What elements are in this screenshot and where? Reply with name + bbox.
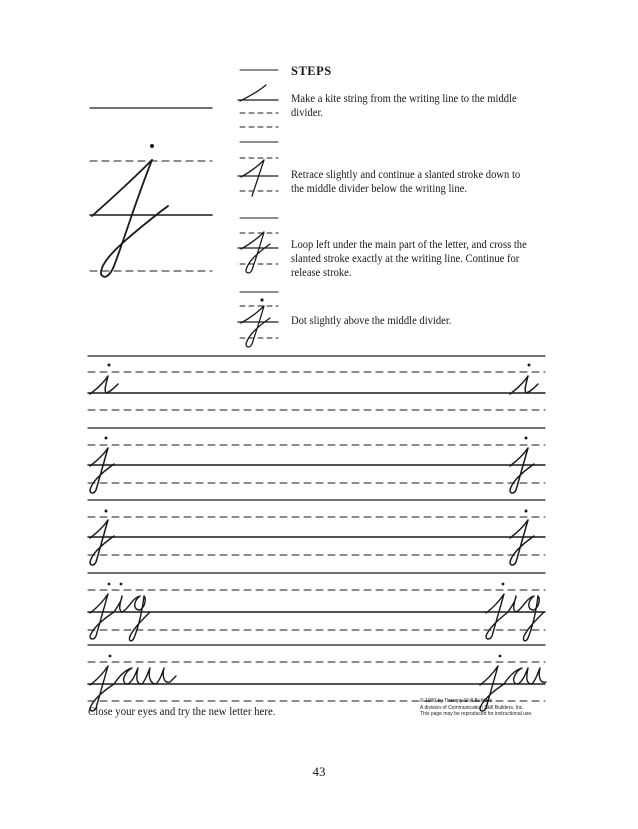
page-number: 43 xyxy=(312,764,326,779)
model-letter-guides xyxy=(90,108,212,271)
practice-row-3 xyxy=(88,500,545,565)
practice-row-4 xyxy=(88,573,545,641)
step-2-text: Retrace slightly and continue a slanted stroke down to the middle divider below the writing line. xyxy=(291,169,521,195)
step-1-text: Make a kite string from the writing line to the middle divider. xyxy=(291,93,517,119)
copyright-line: This page may be reproduced for instructional use. xyxy=(420,711,533,717)
step-4-text: Dot slightly above the middle divider. xyxy=(291,315,452,327)
copyright-line: © 1990 by Therapy Skill Builders xyxy=(420,698,493,704)
copyright-line: A division of Communication Skill Builders, Inc. xyxy=(420,704,524,711)
practice-row-2 xyxy=(88,428,545,493)
copyright-notice xyxy=(420,698,560,718)
footer-instruction: Close your eyes and try the new letter here. xyxy=(88,704,276,718)
step-3-text: Loop left under the main part of the letter, and cross the slanted stroke exactly at the writing line. Continue for release stroke. xyxy=(291,239,527,279)
model-letter-j xyxy=(92,144,168,277)
steps-heading: STEPS xyxy=(291,64,332,78)
practice-row-1 xyxy=(88,356,545,410)
step-illustrations xyxy=(238,70,278,347)
